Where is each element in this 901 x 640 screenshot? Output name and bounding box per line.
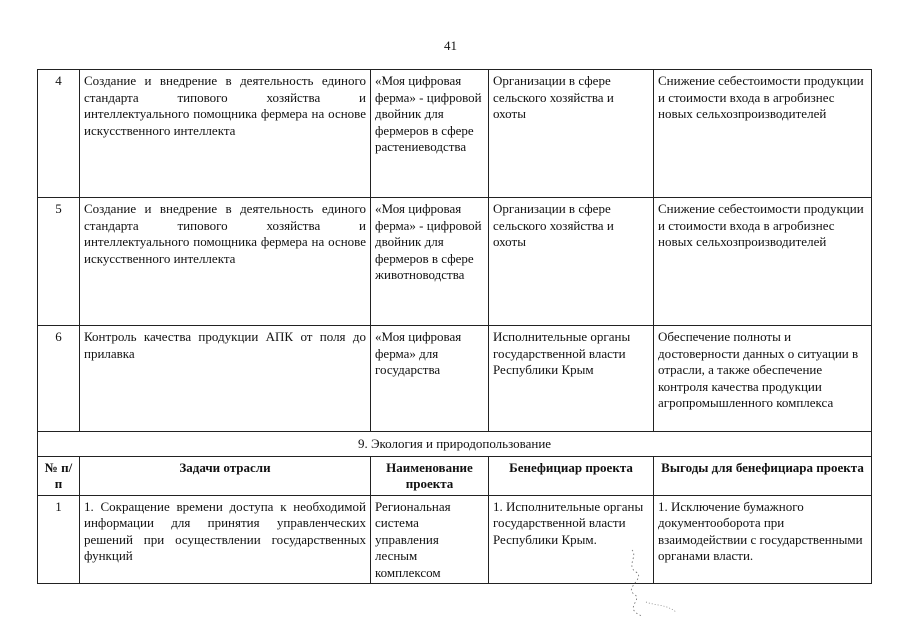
beneficiary-cell: Исполнительные органы государственной власти Республики Крым <box>489 326 654 432</box>
benefit-cell: Снижение себестоимости продукции и стоимости входа в агробизнес новых сельхозпроизводителей <box>654 70 872 198</box>
table-row <box>38 495 872 584</box>
header-beneficiary: Бенефициар проекта <box>489 456 654 495</box>
beneficiary-cell: Организации в сфере сельского хозяйства и охоты <box>489 70 654 198</box>
project-cell: «Моя цифровая ферма» - цифровой двойник для фермеров в сфере животноводства <box>371 198 489 326</box>
beneficiary-cell: 1. Исполнительные органы государственной власти Республики Крым. <box>489 495 654 584</box>
task-cell: Создание и внедрение в деятельность единого стандарта типового хозяйства и интеллектуального помощника фермера на основе искусственного интеллекта <box>80 70 371 198</box>
header-project: Наименование проекта <box>371 456 489 495</box>
row-number: 4 <box>38 70 80 198</box>
projects-table <box>37 69 872 584</box>
beneficiary-cell: Организации в сфере сельского хозяйства и охоты <box>489 198 654 326</box>
section-row <box>38 432 872 457</box>
benefit-cell: Снижение себестоимости продукции и стоимости входа в агробизнес новых сельхозпроизводителей <box>654 198 872 326</box>
project-cell: «Моя цифровая ферма» для государства <box>371 326 489 432</box>
task-cell: Создание и внедрение в деятельность единого стандарта типового хозяйства и интеллектуального помощника фермера на основе искусственного интеллекта <box>80 198 371 326</box>
table-row <box>38 326 872 432</box>
task-cell: Контроль качества продукции АПК от поля до прилавка <box>80 326 371 432</box>
row-number: 5 <box>38 198 80 326</box>
table-row <box>38 198 872 326</box>
table-row <box>38 70 872 198</box>
header-row <box>38 456 872 495</box>
header-benefit: Выгоды для бенефициара проекта <box>654 456 872 495</box>
benefit-cell: 1. Исключение бумажного документооборота при взаимодействии с государственными органами власти. <box>654 495 872 584</box>
project-cell: «Моя цифровая ферма» - цифровой двойник для фермеров в сфере растениеводства <box>371 70 489 198</box>
header-task: Задачи отрасли <box>80 456 371 495</box>
benefit-cell: Обеспечение полноты и достоверности данных о ситуации в отрасли, а также обеспечение контроля качества продукции агропромышленного комплекса <box>654 326 872 432</box>
task-cell: 1. Сокращение времени доступа к необходимой информации для принятия управленческих решений при осуществлении государственных функций <box>80 495 371 584</box>
project-cell: Региональная система управления лесным комплексом <box>371 495 489 584</box>
header-num: № п/п <box>38 456 80 495</box>
row-number: 6 <box>38 326 80 432</box>
row-number: 1 <box>38 495 80 584</box>
page-number: 41 <box>444 38 457 53</box>
section-title: 9. Экология и природопользование <box>38 432 872 457</box>
